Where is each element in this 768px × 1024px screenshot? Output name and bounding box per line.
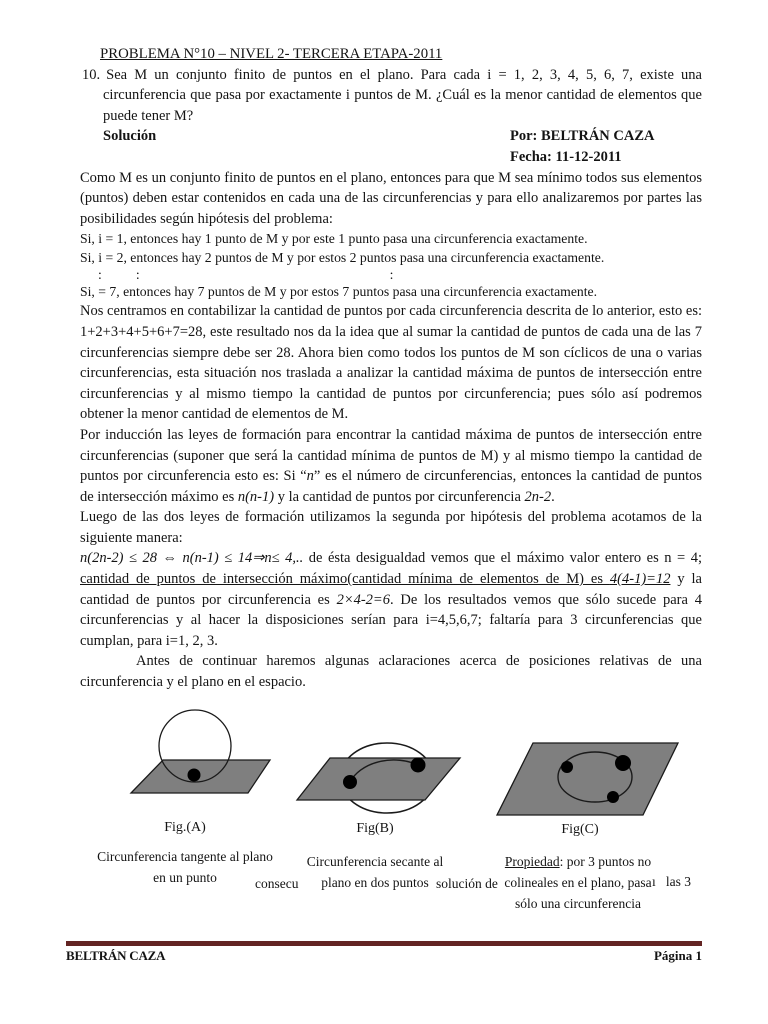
math-run: n	[306, 468, 314, 485]
math-run: n(2n-2) ≤ 28 ⇔ n(n-1) ≤ 14⇒n≤ 4,..	[80, 550, 304, 567]
figure-c-diagram	[492, 738, 692, 823]
circle-upper-arc	[350, 760, 418, 782]
paragraph-antes: Antes de continuar haremos algunas aclaraciones acerca de posiciones relativas de una circunferencia y el plano en el espacio.	[80, 653, 702, 691]
intersection-point-dot	[343, 775, 357, 789]
text-run: . De los resultados vemos que sólo sucede para 4 circunferencias y al hacer la disposiciones serían para i=4,5,6,7; faltaría para 3 circunferencias que cumplan, para i=1, 2, 3.	[80, 591, 702, 649]
vertical-dots: :	[98, 267, 102, 283]
paragraph-counting: Nos centramos en contabilizar la cantidad de puntos por cada circunferencia descrita de lo anterior, esto es: 1+2+3+4+5+6+7=28, este resultado nos da la idea que al sumar la cantidad de puntos de cada una de las 7 circunferencias siempre debe ser 28. Ahora bien como todos los puntos de M son cíclicos de una o varias circunferencias, esta situación nos traslada a analizar la cantidad máxima de puntos de intersección entre circunferencias y al mismo tiempo la cantidad de puntos por circunferencia; pues sólo así podremos obtener la menor cantidad de elementos de M.	[80, 303, 702, 423]
footer-page-number: Página 1	[653, 948, 702, 963]
circle-shape	[159, 710, 231, 782]
text-run: y la cantidad de puntos por circunferencia	[274, 488, 525, 505]
byline-author: Por: BELTRÁN CAZA	[510, 128, 655, 145]
circle-shape	[558, 752, 632, 802]
problem-text: Sea M un conjunto finito de puntos en el plano. Para cada i = 1, 2, 3, 4, 5, 6, 7, existe una circunferencia que pasa por exactamente i puntos de M. ¿Cuál es la menor cantidad de elementos que puede tener M?	[103, 66, 702, 124]
plane-shape	[131, 760, 270, 793]
figure-b-description: Circunferencia secante al plano en dos puntos	[306, 854, 444, 890]
propiedad-label: Propiedad	[504, 854, 560, 869]
byline	[510, 126, 702, 167]
figure-c-description	[498, 851, 658, 914]
problem-statement	[80, 65, 702, 127]
paragraph-induction	[80, 425, 702, 507]
case-line-i2: Si, i = 2, entonces hay 2 puntos de M y por estos 2 puntos pasa una circunferencia exactamente.	[80, 250, 605, 266]
text-run: de ésta desigualdad vemos que el máximo valor entero es n = 4;	[303, 550, 702, 567]
text-fragment-mid: solución de	[436, 876, 498, 891]
figure-b-diagram	[292, 735, 472, 830]
math-run: 2n-2	[524, 488, 552, 505]
ellipsis-row	[80, 267, 702, 282]
text-run: y la cantidad de puntos por circunferencia es	[80, 571, 702, 608]
text-run: ” es el número de circunferencias, entonces la cantidad de puntos de intersección máximo es	[80, 468, 702, 505]
point-dot	[615, 755, 631, 771]
figure-a-diagram	[118, 708, 318, 823]
page-title: PROBLEMA N°10 – NIVEL 2- TERCERA ETAPA-2011	[100, 46, 443, 62]
vertical-dots: :	[389, 267, 394, 283]
paragraph-inequality	[80, 548, 702, 651]
intersection-point-dot	[411, 758, 426, 773]
vertical-dots: :	[135, 267, 140, 283]
propiedad-text: : por 3 puntos no colineales en el plano, pasa sólo una circunferencia	[504, 854, 652, 911]
figure-a-caption: Fig.(A)	[164, 820, 206, 835]
solution-header-row	[80, 126, 702, 167]
footer-divider-bar	[66, 941, 702, 946]
underlined-math-run: 4(4-1)=12	[609, 571, 671, 588]
underlined-run: cantidad de puntos de intersección máximo(cantidad mínima de elementos de M) es	[80, 571, 610, 588]
plane-shape	[497, 743, 678, 815]
figure-b-caption: Fig(B)	[356, 821, 394, 836]
point-dot	[607, 791, 619, 803]
math-run: n(n-1)	[237, 488, 275, 505]
case-line-i1: Si, i = 1, entonces hay 1 punto de M y por este 1 punto pasa una circunferencia exactamente.	[80, 231, 588, 247]
byline-date: Fecha: 11-12-2011	[510, 148, 622, 165]
text-fragment-left: consecu	[255, 876, 299, 891]
case-line-i7: Si, = 7, entonces hay 7 puntos de M y por estos 7 puntos pasa una circunferencia exactamente.	[80, 284, 598, 300]
problem-number: 10.	[82, 66, 101, 83]
figure-a-description: Circunferencia tangente al plano en un punto	[97, 849, 273, 885]
solution-label: Solución	[103, 128, 157, 145]
point-dot	[561, 761, 573, 773]
circle-shape	[340, 743, 434, 813]
document-content	[80, 44, 702, 693]
figure-c-caption: Fig(C)	[561, 822, 599, 837]
footer-author: BELTRÁN CAZA	[66, 948, 166, 963]
plane-shape	[297, 758, 460, 800]
text-run: Por inducción las leyes de formación para encontrar la cantidad máxima de puntos de intersección entre circunferencias (suponer que será la cantidad mínima de puntos de M) y al mismo tiempo la cantidad de puntos por circunferencia esto es: Si “	[80, 426, 702, 485]
paragraph-luego: Luego de las dos leyes de formación utilizamos la segunda por hipótesis del problema acotamos de la siguiente manera:	[80, 509, 702, 546]
paragraph-intro: Como M es un conjunto finito de puntos en el plano, entonces para que M sea mínimo todos sus elementos (puntos) deben estar contenidos en cada una de las circunferencias y para ello analizaremos por partes las posibilidades según hipótesis del problema:	[80, 169, 702, 227]
text-fragment-right: ı las 3	[652, 874, 691, 889]
tangent-point-dot	[188, 769, 201, 782]
math-run: 2×4-2=6	[336, 591, 390, 608]
text-run: .	[551, 488, 555, 505]
